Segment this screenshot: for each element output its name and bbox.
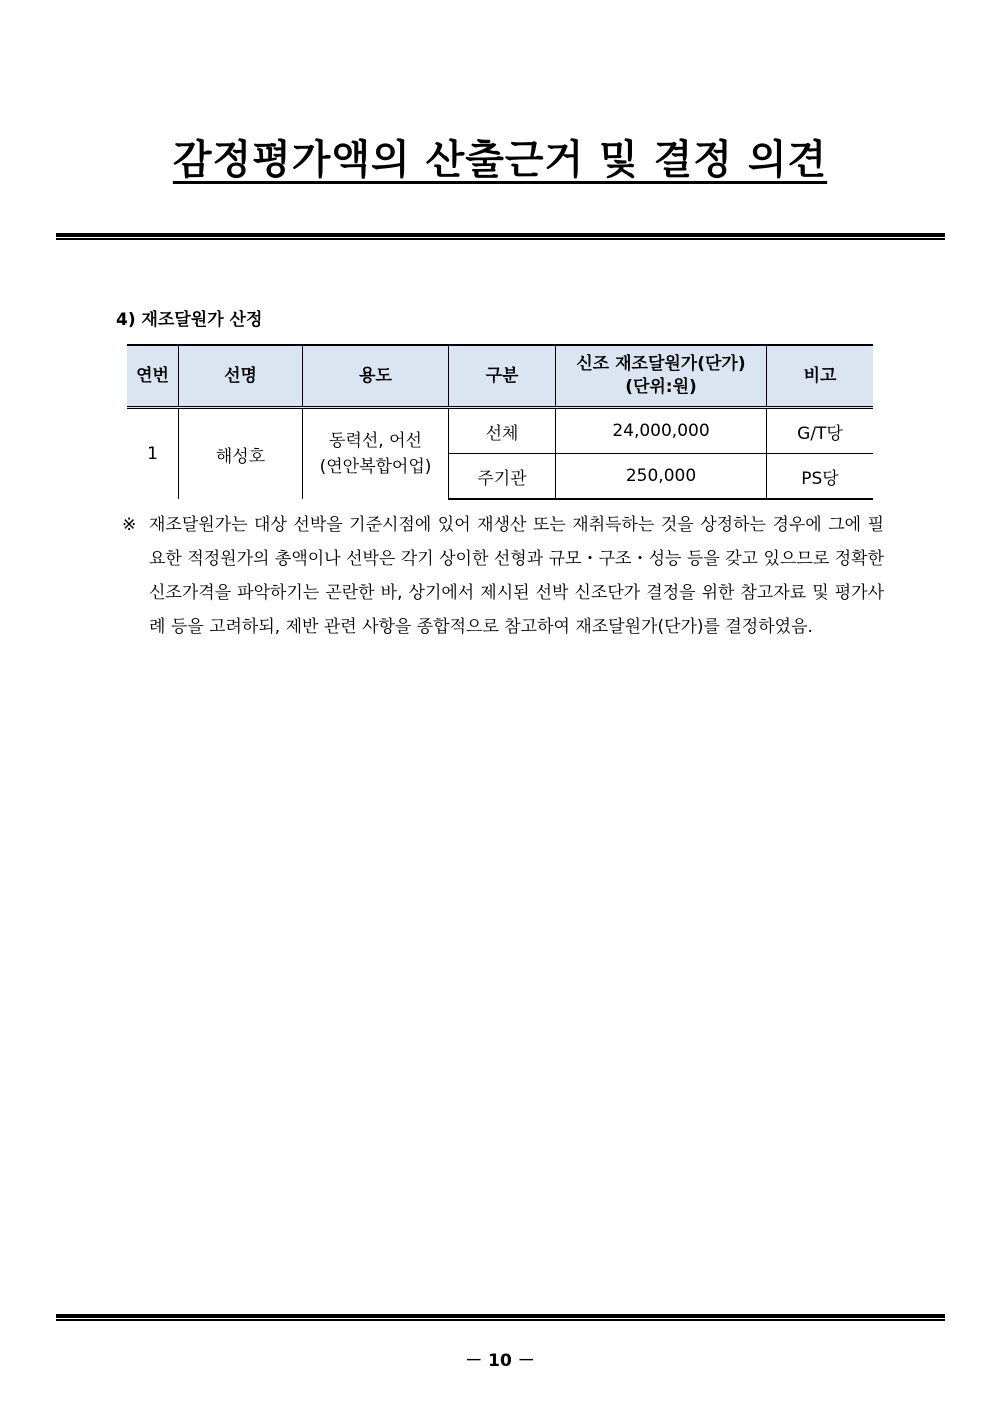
- table-header-row: [127, 345, 873, 408]
- cell-category: 선체: [449, 408, 556, 454]
- bottom-divider: [56, 1314, 945, 1321]
- cell-cost: 24,000,000: [556, 408, 767, 454]
- header-no: 연번: [127, 345, 179, 408]
- cell-usage-line1: 동력선, 어선: [329, 431, 422, 451]
- cell-no: 1: [147, 444, 158, 464]
- cell-usage: [303, 408, 449, 500]
- cell-category: 주기관: [449, 454, 556, 500]
- note-text: 재조달원가는 대상 선박을 기준시점에 있어 재생산 또는 재취득하는 것을 상정하는 경우에 그에 필요한 적정원가의 총액이나 선박은 각기 상이한 선형과 규모・구조・성능 등을 갖고 있으므로 정확한 신조가격을 파악하기는 곤란한 바, 상기에서 제시된 선박 신조단가 결정을 위한 참고자료 및 평가사례 등을 고려하되, 제반 관련 사항을 종합적으로 참고하여 재조달원가(단가)를 결정하였음.: [149, 515, 884, 637]
- header-usage: 용도: [303, 345, 449, 408]
- section-heading: 4) 재조달원가 산정: [116, 310, 263, 330]
- cell-remarks: PS당: [767, 454, 874, 500]
- page-title: 감정평가액의 산출근거 및 결정 의견: [172, 137, 828, 183]
- explanatory-note: [122, 508, 884, 644]
- cell-ship-name: 해성호: [179, 408, 303, 500]
- header-ship-name: 선명: [179, 345, 303, 408]
- header-cost-line1: 신조 재조달원가(단가): [576, 354, 746, 374]
- cell-remarks: G/T당: [767, 408, 874, 454]
- header-cost: [556, 345, 767, 408]
- header-category: 구분: [449, 345, 556, 408]
- top-divider: [56, 233, 945, 240]
- cell-usage-line2: (연안복합어업): [319, 457, 432, 477]
- cell-cost: 250,000: [556, 454, 767, 500]
- page-number: － 10 －: [465, 1351, 535, 1371]
- note-mark: ※: [122, 515, 137, 535]
- replacement-cost-table: [127, 344, 873, 500]
- header-remarks: 비고: [767, 345, 874, 408]
- table-row: [127, 408, 873, 454]
- header-cost-line2: (단위:원): [625, 377, 697, 397]
